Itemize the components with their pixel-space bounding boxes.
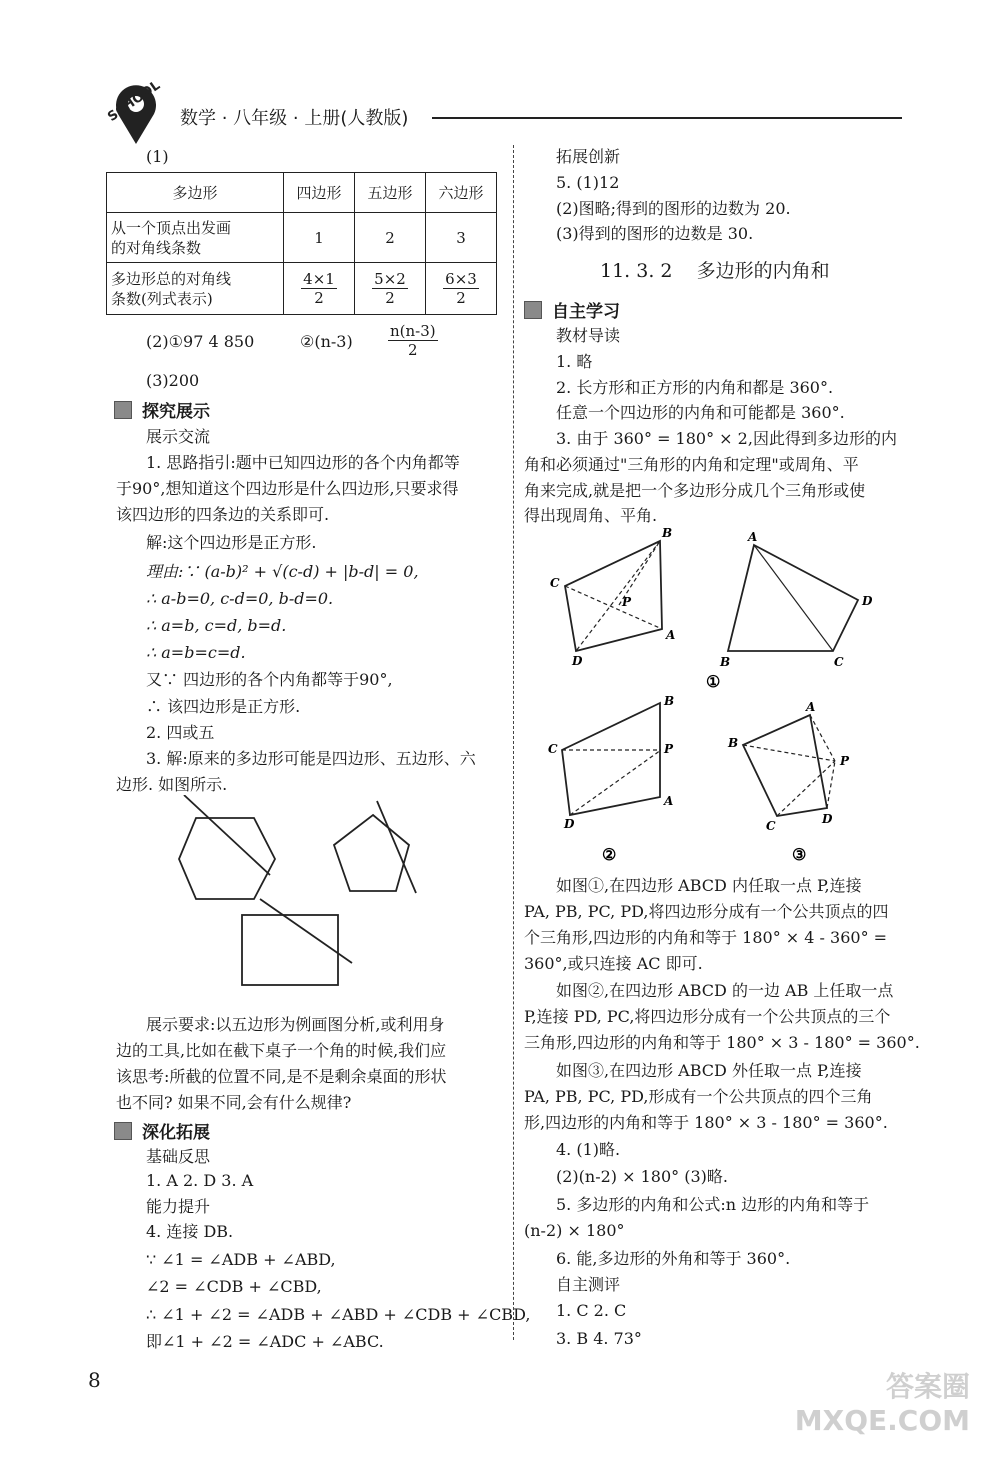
table-cell [107, 213, 284, 263]
table-cell: 2 [355, 213, 426, 263]
subsection-title: 拓展创新 [556, 147, 621, 166]
figure-number: ③ [792, 845, 807, 864]
text-line: 1. A 2. D 3. A [146, 1171, 254, 1190]
table-row [107, 173, 497, 213]
header-title: 数学 · 八年级 · 上册(人教版) [180, 108, 409, 129]
text-line: 5. 多边形的内角和公式:n 边形的内角和等于 [556, 1195, 870, 1214]
row-label-line: 条数(列式表示) [111, 289, 213, 308]
text-line: 360°,或只连接 AC 即可. [524, 954, 703, 973]
diagonal-lines [565, 541, 662, 651]
section-title: 探究展示 [142, 402, 210, 422]
section-square-icon [524, 301, 542, 319]
text-line: (3)得到的图形的边数是 30. [556, 224, 754, 243]
text-line: 如图③,在四边形 ABCD 外任取一点 P,连接 [556, 1061, 862, 1080]
pentagon-shape [334, 815, 409, 891]
cut-polygons-figure [170, 795, 440, 1005]
text-line: ∴ 该四边形是正方形. [146, 697, 301, 716]
q2-part-b: ②(n-3) [300, 332, 353, 351]
rectangle-shape [242, 915, 338, 985]
polygon-table [106, 172, 497, 315]
quadrilateral-shape [743, 715, 827, 816]
text-line: P,连接 PD, PC,将四边形分成有一个公共顶点的三个 [524, 1007, 891, 1026]
dashed-lines [743, 715, 835, 816]
fraction [443, 270, 479, 307]
figure-number: ① [706, 672, 721, 691]
fraction-numerator: 5×2 [374, 270, 406, 288]
text-line: 于90°,想知道这个四边形是什么四边形,只要求得 [116, 479, 459, 498]
vertex-label: A [664, 794, 674, 808]
text-line: ∴ ∠1 + ∠2 = ∠ADB + ∠ABD + ∠CDB + ∠CBD, [146, 1305, 531, 1324]
text-line: PA, PB, PC, PD,形成有一个公共顶点的四个三角 [524, 1087, 873, 1106]
table-header-cell: 四边形 [284, 173, 355, 213]
q3-answer: (3)200 [146, 371, 200, 390]
text-line: 理由:∵ (a-b)² + √(c-d) + |b-d| = 0, [146, 562, 419, 581]
text-line: 角和必须通过"三角形的内角和定理"或周角、平 [524, 455, 859, 474]
vertex-label: C [766, 819, 776, 833]
text-line: ∴ a=b, c=d, b=d. [146, 616, 287, 635]
vertex-label: D [862, 594, 873, 608]
vertex-label: P [664, 742, 674, 756]
text-line: 该思考:所截的位置不同,是不是剩余桌面的形状 [116, 1067, 447, 1086]
fraction-denominator: 2 [456, 289, 466, 307]
chapter-heading [600, 256, 830, 283]
vertex-label: B [728, 736, 739, 750]
row-label-line: 多边形总的对角线 [111, 269, 232, 288]
table-header-cell: 五边形 [355, 173, 426, 213]
fraction-numerator: n(n-3) [390, 322, 436, 340]
chapter-number: 11. 3. 2 [600, 260, 673, 282]
vertex-label: A [806, 700, 816, 714]
table-row [107, 213, 497, 263]
fraction [301, 270, 337, 307]
table-cell [284, 263, 355, 315]
vertex-label: B [664, 694, 675, 708]
text-line: 又∵ 四边形的各个内角都等于90°, [146, 670, 393, 689]
vertex-label: B [662, 526, 673, 540]
quadrilateral-figures [540, 525, 890, 870]
subsection-title: 自主测评 [556, 1275, 621, 1294]
fraction [372, 270, 408, 307]
row-label-line: 从一个顶点出发画 [111, 218, 232, 237]
text-line: 3. B 4. 73° [556, 1329, 642, 1348]
text-line: 2. 四或五 [146, 723, 215, 742]
text-line: 5. (1)12 [556, 173, 620, 192]
text-line: 任意一个四边形的内角和可能都是 360°. [556, 403, 845, 422]
diagonal-line [754, 545, 833, 651]
table-row [107, 263, 497, 315]
text-line: 4. 连接 DB. [146, 1222, 234, 1241]
fraction-numerator: 4×1 [303, 270, 335, 288]
text-line: 1. C 2. C [556, 1301, 627, 1320]
table-header-cell: 多边形 [107, 173, 284, 213]
table-cell [355, 263, 426, 315]
vertex-label: A [666, 628, 676, 642]
cut-line [184, 795, 270, 875]
text-line: 角来完成,就是把一个多边形分成几个三角形或使 [524, 481, 866, 500]
figure-number: ② [602, 845, 617, 864]
subsection-title: 基础反思 [146, 1147, 211, 1166]
table-cell [107, 263, 284, 315]
fraction-denominator: 2 [408, 341, 418, 359]
text-line: 形,四边形的内角和等于 180° × 3 - 180° = 360°. [524, 1113, 888, 1132]
text-line: 如图②,在四边形 ABCD 的一边 AB 上任取一点 [556, 981, 894, 1000]
table-header-cell: 六边形 [426, 173, 497, 213]
quadrilateral-shape [565, 541, 662, 651]
text-line: 展示要求:以五边形为例画图分析,或利用身 [146, 1015, 445, 1034]
table-cell: 1 [284, 213, 355, 263]
page-number: 8 [88, 1368, 101, 1392]
text-line: (n-2) × 180° [524, 1221, 625, 1240]
text-line: 边形. 如图所示. [116, 775, 228, 794]
quadrilateral-shape [562, 703, 660, 815]
text-line: 得出现周角、平角. [524, 506, 658, 525]
text-line: ∵ ∠1 = ∠ADB + ∠ABD, [146, 1250, 336, 1269]
text-line: 1. 思路指引:题中已知四边形的各个内角都等 [146, 453, 460, 472]
table-cell [426, 263, 497, 315]
hexagon-shape [179, 818, 275, 899]
vertex-label: D [564, 817, 575, 831]
text-line: 三角形,四边形的内角和等于 180° × 3 - 180° = 360°. [524, 1033, 920, 1052]
chapter-title: 多边形的内角和 [696, 260, 830, 282]
text-line: 2. 长方形和正方形的内角和都是 360°. [556, 378, 834, 397]
subsection-title: 展示交流 [146, 427, 211, 446]
column-divider [513, 145, 514, 1340]
q2-part-a: (2)①97 4 850 [146, 332, 255, 351]
text-line: (2)(n-2) × 180° (3)略. [556, 1167, 728, 1186]
section-header-deepen [114, 1118, 210, 1143]
text-line: 即∠1 + ∠2 = ∠ADC + ∠ABC. [146, 1332, 384, 1351]
text-line: 6. 能,多边形的外角和等于 360°. [556, 1249, 791, 1268]
text-line: (2)图略;得到的图形的边数为 20. [556, 199, 791, 218]
logo-text: SCHOOL [105, 78, 164, 125]
text-line: 该四边形的四条边的关系即可. [116, 505, 330, 524]
watermark: 答案圈 MXQE.COM [794, 1370, 970, 1437]
text-line: 4. (1)略. [556, 1140, 621, 1159]
dashed-lines [562, 750, 661, 815]
section-header-explore [114, 397, 210, 422]
vertex-label: A [748, 530, 758, 544]
vertex-label: D [572, 654, 583, 668]
vertex-label: C [548, 742, 558, 756]
header-rule [432, 117, 902, 119]
vertex-label: P [840, 754, 850, 768]
text-line: ∠2 = ∠CDB + ∠CBD, [146, 1277, 322, 1296]
section-square-icon [114, 1122, 132, 1140]
vertex-label: C [834, 655, 844, 669]
text-line: 边的工具,比如在截下桌子一个角的时候,我们应 [116, 1041, 447, 1060]
vertex-label: D [822, 812, 833, 826]
text-line: 也不同? 如果不同,会有什么规律? [116, 1093, 352, 1112]
subsection-title: 能力提升 [146, 1197, 211, 1216]
text-line: 1. 略 [556, 352, 593, 371]
section-square-icon [114, 401, 132, 419]
table-cell: 3 [426, 213, 497, 263]
text-line: ∴ a=b=c=d. [146, 643, 246, 662]
vertex-label: B [720, 655, 731, 669]
text-line: 解:这个四边形是正方形. [146, 533, 317, 552]
cut-line [377, 801, 416, 893]
text-line: PA, PB, PC, PD,将四边形分成有一个公共顶点的四 [524, 902, 889, 921]
text-line: 3. 由于 360° = 180° × 2,因此得到多边形的内 [556, 429, 897, 448]
q1-label: (1) [146, 147, 169, 166]
text-line: 3. 解:原来的多边形可能是四边形、五边形、六 [146, 749, 476, 768]
subsection-title: 教材导读 [556, 326, 621, 345]
vertex-label: P [622, 595, 632, 609]
fraction-numerator: 6×3 [445, 270, 477, 288]
section-title: 深化拓展 [142, 1123, 210, 1143]
fraction-denominator: 2 [314, 289, 324, 307]
text-line: 个三角形,四边形的内角和等于 180° × 4 - 360° = [524, 928, 888, 947]
section-header-self-study [524, 297, 620, 322]
text-line: 如图①,在四边形 ABCD 内任取一点 P,连接 [556, 876, 862, 895]
row-label-line: 的对角线条数 [111, 238, 202, 257]
section-title: 自主学习 [552, 302, 620, 322]
text-line: ∴ a-b=0, c-d=0, b-d=0. [146, 589, 334, 608]
fraction-denominator: 2 [385, 289, 395, 307]
vertex-label: C [550, 576, 560, 590]
q2-fraction [388, 322, 438, 359]
